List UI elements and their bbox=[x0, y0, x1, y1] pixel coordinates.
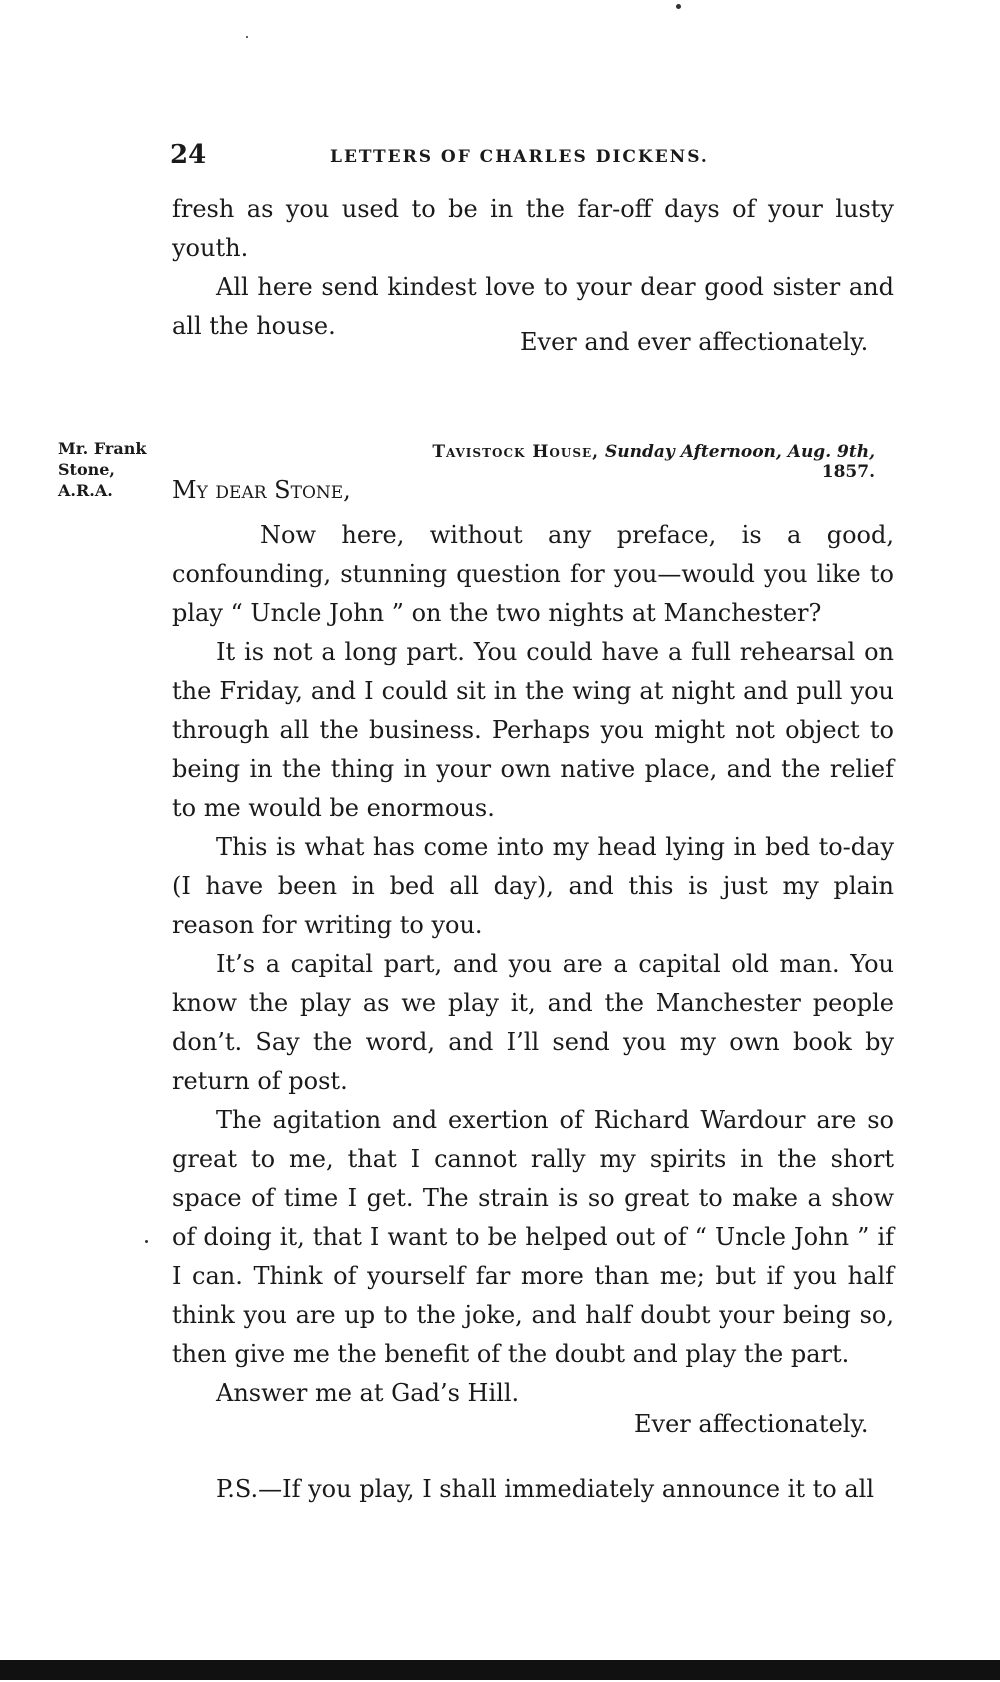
paragraph: It is not a long part. You could have a full rehearsal on the Friday, and I could sit in the wing at night and pull you through all the business. Perhaps you might not object to being in the thing in your own native place, and the relief to me would be enormous. bbox=[172, 638, 894, 822]
margin-note-line: Mr. Frank bbox=[58, 439, 147, 458]
print-speck bbox=[676, 4, 681, 9]
print-speck bbox=[145, 1240, 148, 1243]
dateline bbox=[380, 442, 875, 482]
paragraph: Answer me at Gad’s Hill. bbox=[216, 1379, 520, 1407]
letter-closing: Ever affectionately. bbox=[634, 1410, 869, 1438]
paragraph: This is what has come into my head lying in bed to-day (I have been in bed all day), and this is just my plain reason for writing to you. bbox=[172, 833, 894, 939]
paragraph: fresh as you used to be in the far-off days of your lusty youth. bbox=[172, 195, 894, 262]
postscript-text: P.S.—If you play, I shall immediately announce it to all bbox=[216, 1475, 875, 1503]
page-header bbox=[170, 140, 890, 180]
dateline-date: Sunday Afternoon, Aug. 9th, bbox=[605, 442, 875, 462]
salutation: My dear Stone, bbox=[172, 476, 351, 504]
previous-letter-closing: Ever and ever affectionately. bbox=[520, 328, 869, 356]
scan-edge-bar bbox=[0, 1660, 1000, 1680]
margin-note-line: Stone, bbox=[58, 460, 115, 479]
previous-letter-text bbox=[172, 190, 894, 346]
dateline-year: 1857. bbox=[821, 462, 875, 482]
page-number: 24 bbox=[170, 140, 207, 170]
recipient-margin-note bbox=[58, 438, 168, 501]
letter-body bbox=[172, 516, 894, 1413]
running-title: LETTERS OF CHARLES DICKENS. bbox=[330, 147, 709, 167]
paragraph: The agitation and exertion of Richard Wardour are so great to me, that I cannot rally my spirits in the short space of time I get. The strain is so great to make a show of doing it, that I want to be helped out of “ Uncle John ” if I can. Think of yourself far more than me; but if you half think you are up to the joke, and half doubt your being so, then give me the benefit of the doubt and play the part. bbox=[172, 1106, 894, 1368]
paragraph: It’s a capital part, and you are a capital old man. You know the play as we play it, and the Manchester people don’t. Say the word, and I’ll send you my own book by return of post. bbox=[172, 950, 894, 1095]
postscript bbox=[172, 1470, 894, 1509]
paragraph: Now here, without any preface, is a good, confounding, stunning question for you—would you like to play “ Uncle John ” on the two nights at Manchester? bbox=[172, 521, 894, 627]
dateline-place: Tavistock House, bbox=[432, 442, 600, 462]
margin-note-line: A.R.A. bbox=[58, 481, 113, 500]
print-speck bbox=[246, 36, 248, 38]
paragraph: All here send kindest love to your dear good sister and all the house. bbox=[172, 273, 894, 340]
